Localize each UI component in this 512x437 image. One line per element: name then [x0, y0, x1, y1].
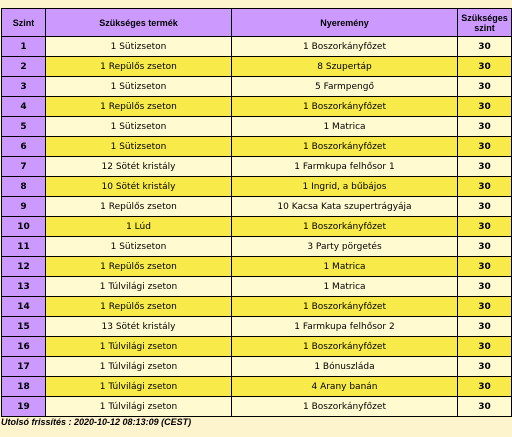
- required-level-cell: 30: [458, 97, 512, 117]
- item-cell: 1 Repülős zseton: [46, 197, 232, 217]
- header-prize: Nyeremény: [232, 9, 458, 37]
- required-level-cell: 30: [458, 317, 512, 337]
- prize-cell: 1 Boszorkányfőzet: [232, 37, 458, 57]
- level-cell: 1: [2, 37, 46, 57]
- prize-cell: 1 Farmkupa felhősor 1: [232, 157, 458, 177]
- level-cell: 14: [2, 297, 46, 317]
- table-row: [2, 177, 512, 197]
- header-required-level: Szükséges szint: [458, 9, 512, 37]
- level-cell: 17: [2, 357, 46, 377]
- item-cell: 12 Sötét kristály: [46, 157, 232, 177]
- header-row: [2, 9, 512, 37]
- table-row: [2, 257, 512, 277]
- table-row: [2, 397, 512, 417]
- table-body: [2, 37, 512, 417]
- prize-cell: 8 Szupertáp: [232, 57, 458, 77]
- table-row: [2, 97, 512, 117]
- item-cell: 1 Túlvilági zseton: [46, 397, 232, 417]
- prize-cell: 1 Boszorkányfőzet: [232, 137, 458, 157]
- required-level-cell: 30: [458, 157, 512, 177]
- prize-cell: 5 Farmpengő: [232, 77, 458, 97]
- prize-cell: 1 Boszorkányfőzet: [232, 97, 458, 117]
- required-level-cell: 30: [458, 197, 512, 217]
- prize-cell: 1 Boszorkányfőzet: [232, 397, 458, 417]
- table-row: [2, 197, 512, 217]
- table-row: [2, 297, 512, 317]
- table-row: [2, 237, 512, 257]
- item-cell: 1 Túlvilági zseton: [46, 357, 232, 377]
- required-level-cell: 30: [458, 77, 512, 97]
- table-row: [2, 57, 512, 77]
- required-level-cell: 30: [458, 217, 512, 237]
- required-level-cell: 30: [458, 237, 512, 257]
- level-cell: 15: [2, 317, 46, 337]
- item-cell: 1 Túlvilági zseton: [46, 337, 232, 357]
- item-cell: 1 Sütizseton: [46, 117, 232, 137]
- prize-cell: 1 Matrica: [232, 117, 458, 137]
- item-cell: 1 Túlvilági zseton: [46, 277, 232, 297]
- table-row: [2, 77, 512, 97]
- table-row: [2, 217, 512, 237]
- level-cell: 6: [2, 137, 46, 157]
- level-cell: 4: [2, 97, 46, 117]
- header-level: Szint: [2, 9, 46, 37]
- table-row: [2, 357, 512, 377]
- prize-cell: 1 Bónuszláda: [232, 357, 458, 377]
- level-cell: 16: [2, 337, 46, 357]
- table-row: [2, 117, 512, 137]
- table-row: [2, 277, 512, 297]
- item-cell: 1 Sütizseton: [46, 237, 232, 257]
- table-row: [2, 377, 512, 397]
- table-row: [2, 317, 512, 337]
- prize-cell: 1 Ingrid, a bűbájos: [232, 177, 458, 197]
- prize-cell: 1 Farmkupa felhősor 2: [232, 317, 458, 337]
- level-cell: 7: [2, 157, 46, 177]
- item-cell: 1 Repülős zseton: [46, 57, 232, 77]
- item-cell: 1 Lúd: [46, 217, 232, 237]
- level-cell: 8: [2, 177, 46, 197]
- table-row: [2, 157, 512, 177]
- table-row: [2, 337, 512, 357]
- required-level-cell: 30: [458, 277, 512, 297]
- level-cell: 2: [2, 57, 46, 77]
- level-cell: 10: [2, 217, 46, 237]
- required-level-cell: 30: [458, 37, 512, 57]
- required-level-cell: 30: [458, 177, 512, 197]
- item-cell: 1 Repülős zseton: [46, 97, 232, 117]
- item-cell: 1 Repülős zseton: [46, 257, 232, 277]
- prize-cell: 3 Party pörgetés: [232, 237, 458, 257]
- item-cell: 1 Sütizseton: [46, 37, 232, 57]
- last-updated: Utolsó frissítés : 2020-10-12 08:13:09 (CEST): [1, 417, 192, 427]
- required-level-cell: 30: [458, 357, 512, 377]
- item-cell: 10 Sötét kristály: [46, 177, 232, 197]
- required-level-cell: 30: [458, 257, 512, 277]
- required-level-cell: 30: [458, 377, 512, 397]
- table-row: [2, 137, 512, 157]
- prize-cell: 1 Boszorkányfőzet: [232, 297, 458, 317]
- table-row: [2, 37, 512, 57]
- item-cell: 13 Sötét kristály: [46, 317, 232, 337]
- level-cell: 11: [2, 237, 46, 257]
- level-cell: 9: [2, 197, 46, 217]
- item-cell: 1 Sütizseton: [46, 137, 232, 157]
- level-cell: 3: [2, 77, 46, 97]
- level-cell: 13: [2, 277, 46, 297]
- item-cell: 1 Túlvilági zseton: [46, 377, 232, 397]
- prize-cell: 1 Boszorkányfőzet: [232, 337, 458, 357]
- item-cell: 1 Sütizseton: [46, 77, 232, 97]
- level-cell: 5: [2, 117, 46, 137]
- required-level-cell: 30: [458, 117, 512, 137]
- required-level-cell: 30: [458, 337, 512, 357]
- prize-cell: 10 Kacsa Kata szupertrágyája: [232, 197, 458, 217]
- rewards-table: [1, 8, 512, 417]
- item-cell: 1 Repülős zseton: [46, 297, 232, 317]
- prize-cell: 1 Matrica: [232, 277, 458, 297]
- required-level-cell: 30: [458, 297, 512, 317]
- level-cell: 19: [2, 397, 46, 417]
- prize-cell: 1 Matrica: [232, 257, 458, 277]
- required-level-cell: 30: [458, 397, 512, 417]
- prize-cell: 4 Arany banán: [232, 377, 458, 397]
- level-cell: 18: [2, 377, 46, 397]
- required-level-cell: 30: [458, 57, 512, 77]
- prize-cell: 1 Boszorkányfőzet: [232, 217, 458, 237]
- required-level-cell: 30: [458, 137, 512, 157]
- header-item: Szükséges termék: [46, 9, 232, 37]
- level-cell: 12: [2, 257, 46, 277]
